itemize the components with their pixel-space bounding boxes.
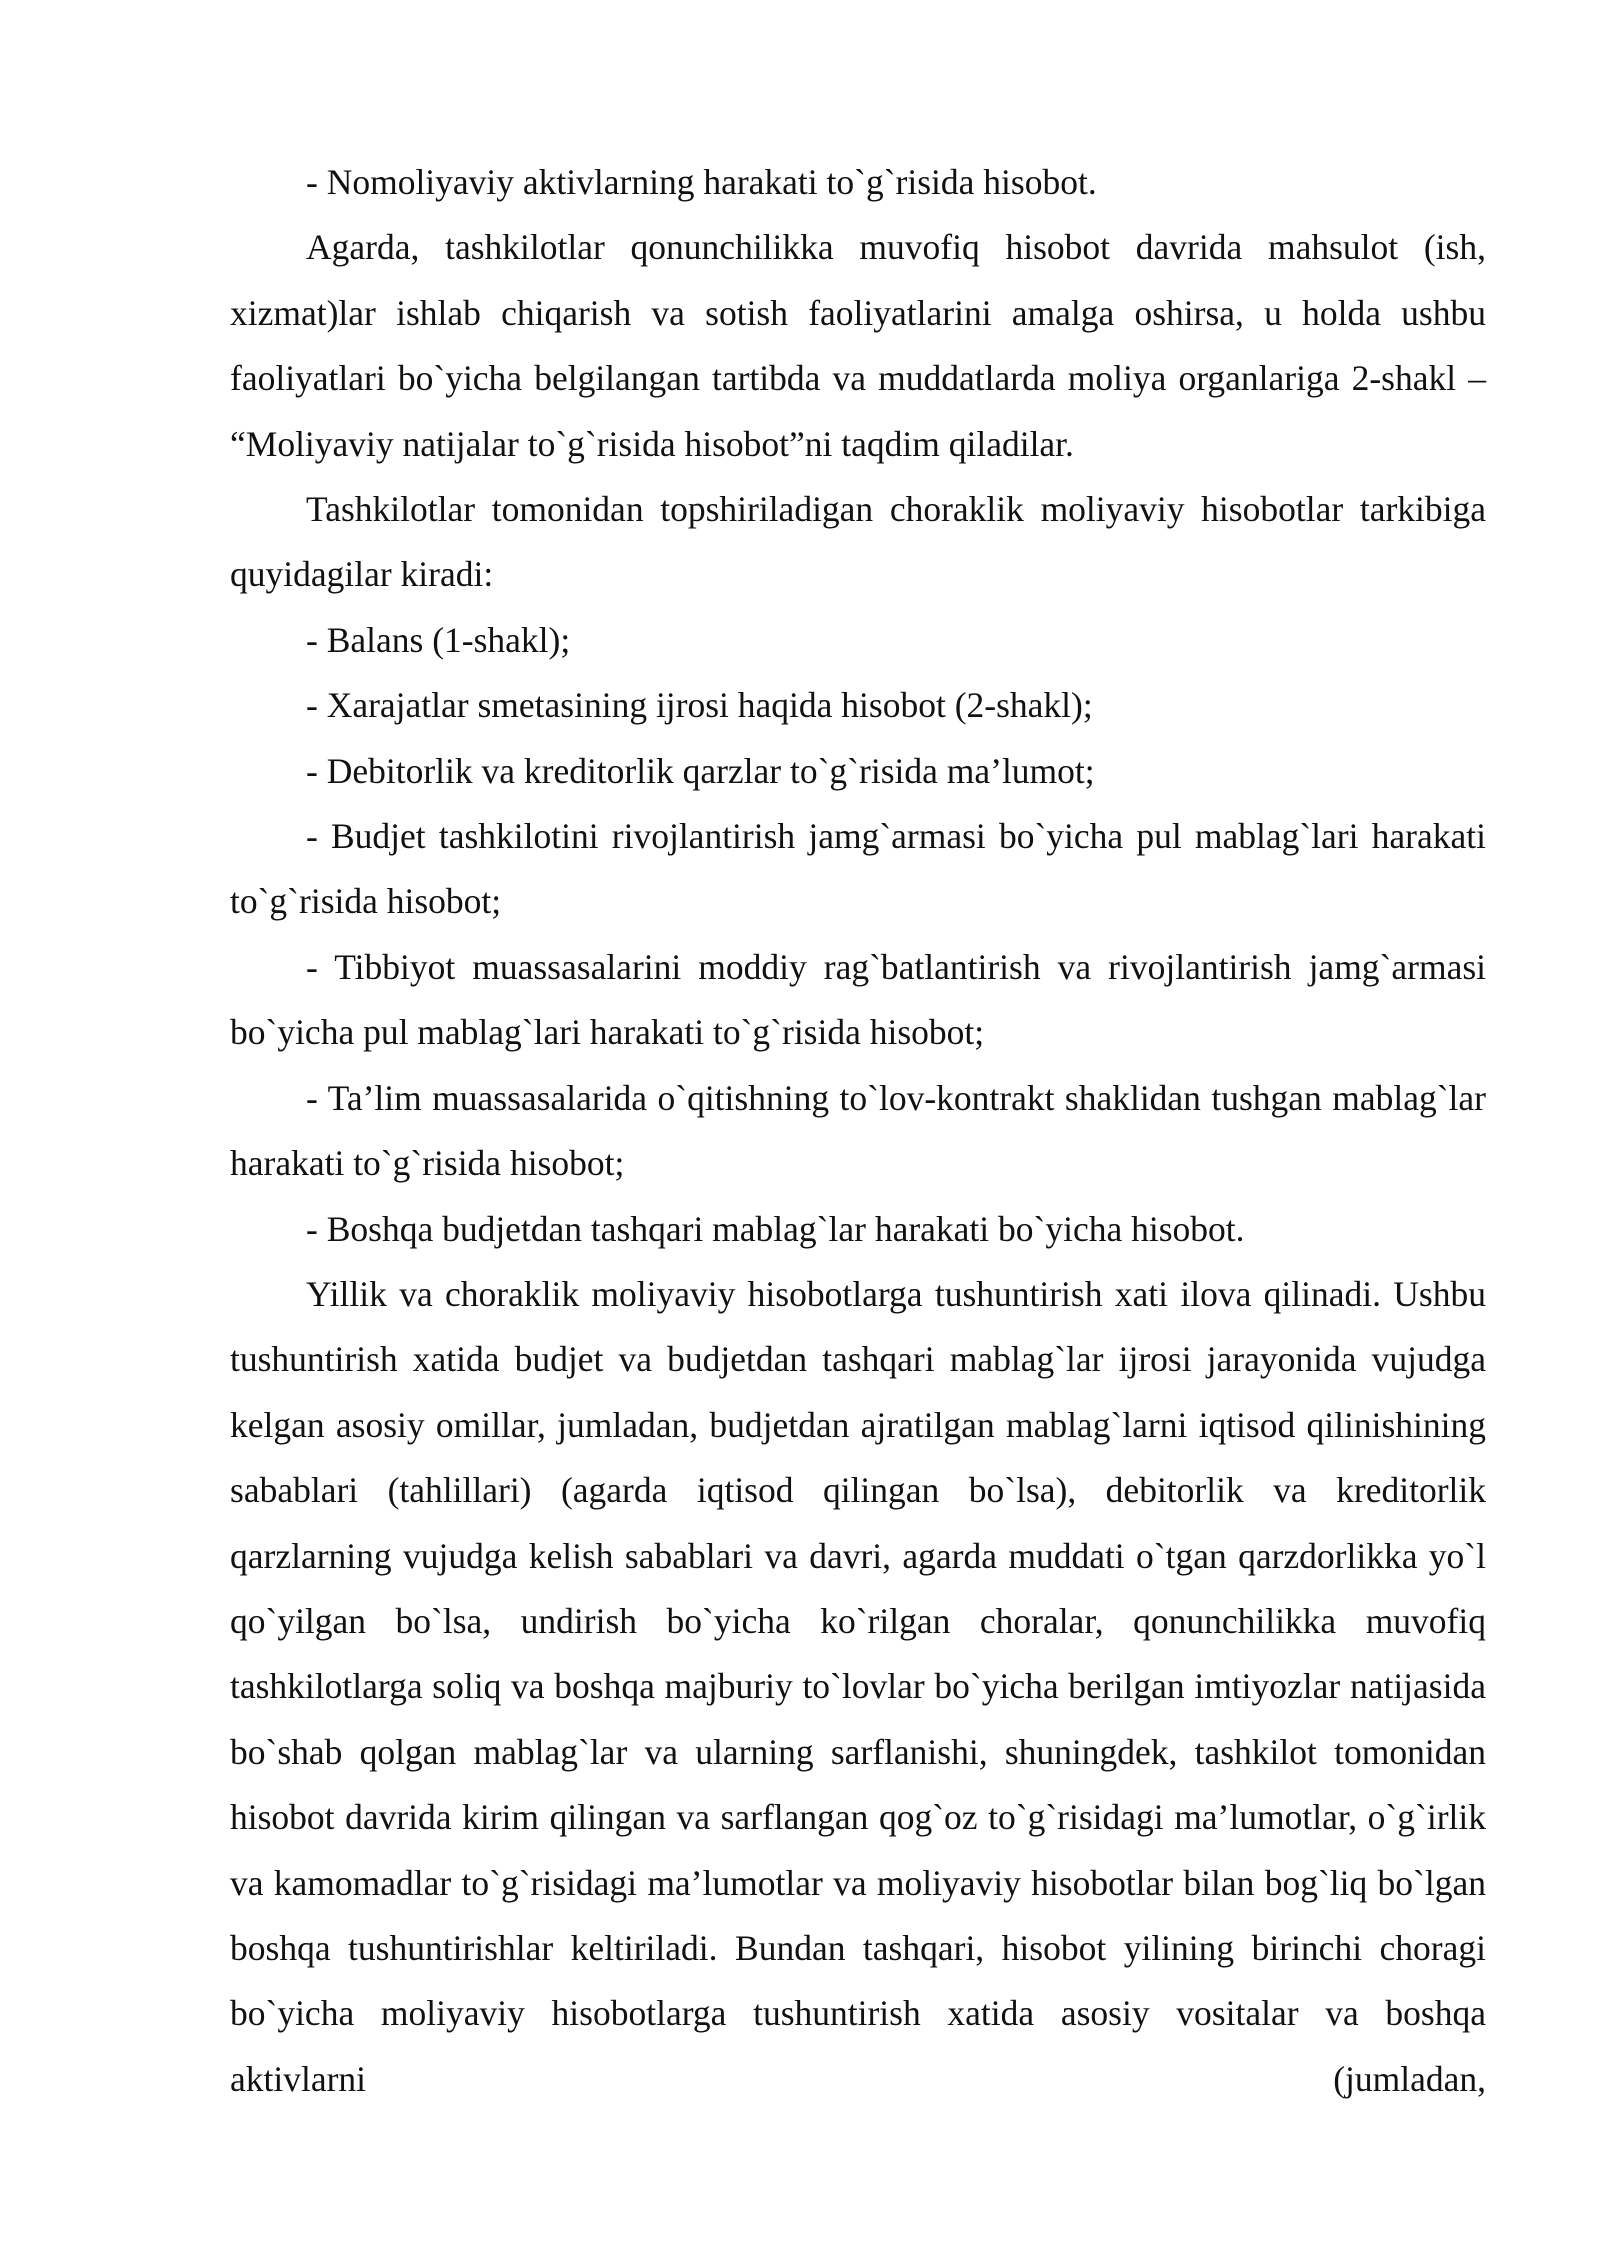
document-page: [230, 150, 1486, 2112]
paragraph-nonfinancial-assets-report: - Nomoliyaviy aktivlarning harakati to`g`risida hisobot.: [306, 162, 1097, 202]
list-item-education-contract-report: - Ta’lim muassasalarida o`qitishning to`lov-kontrakt shaklidan tushgan mablag`lar harakati to`g`risida hisobot;: [230, 1077, 1486, 1184]
paragraph-quarterly-reports-intro: Tashkilotlar tomonidan topshiriladigan choraklik moliyaviy hisobotlar tarkibiga quyidagilar kiradi:: [230, 489, 1486, 595]
list-item-development-fund-report: - Budjet tashkilotini rivojlantirish jamg`armasi bo`yicha pul mablag`lari harakati to`g`risida hisobot;: [230, 816, 1486, 922]
paragraph-form-2-submission: Agarda, tashkilotlar qonunchilikka muvofiq hisobot davrida mahsulot (ish, xizmat)lar ishlab chiqarish va sotish faoliyatlarini amalga oshirsa, u holda ushbu faoliyatlari bo`yicha belgilangan tartibda va muddatlarda moliya organlariga 2-shakl – “Moliyaviy natijalar to`g`risida hisobot”ni taqdim qiladilar.: [230, 227, 1486, 464]
list-item-other-extrabudgetary-report: - Boshqa budjetdan tashqari mablag`lar harakati bo`yicha hisobot.: [306, 1208, 1245, 1249]
list-item-balance: - Balans (1-shakl);: [306, 619, 571, 660]
list-item-receivables-payables: - Debitorlik va kreditorlik qarzlar to`g`risida ma’lumot;: [306, 750, 1095, 791]
paragraph-explanatory-note: Yillik va choraklik moliyaviy hisobotlarga tushuntirish xati ilova qilinadi. Ushbu tushuntirish xatida budjet va budjetdan tashqari mablag`lar ijrosi jarayonida vujudga kelgan asosiy omillar, jumladan, budjetdan ajratilgan mablag`larni iqtisod qilinishining sabablari (tahlillari) (agarda iqtisod qilingan bo`lsa), debitorlik va kreditorlik qarzlarning vujudga kelish sabablari va davri, agarda muddati o`tgan qarzdorlikka yo`l qo`yilgan bo`lsa, undirish bo`yicha ko`rilgan choralar, qonunchilikka muvofiq tashkilotlarga soliq va boshqa majburiy to`lovlar bo`yicha berilgan imtiyozlar natijasida bo`shab qolgan mablag`lar va ularning sarflanishi, shuningdek, tashkilot tomonidan hisobot davrida kirim qilingan va sarflangan qog`oz to`g`risidagi ma’lumotlar, o`g`irlik va kamomadlar to`g`risidagi ma’lumotlar va moliyaviy hisobotlar bilan bog`liq bo`lgan boshqa tushuntirishlar keltiriladi. Bundan tashqari, hisobot yilining birinchi choragi bo`yicha moliyaviy hisobotlarga tushuntirish xatida asosiy vositalar va boshqa aktivlarni (jumladan,: [230, 1273, 1486, 2099]
list-item-expense-estimate-report: - Xarajatlar smetasining ijrosi haqida hisobot (2-shakl);: [306, 685, 1093, 726]
list-item-medical-fund-report: - Tibbiyot muassasalarini moddiy rag`batlantirish va rivojlantirish jamg`armasi bo`yicha pul mablag`lari harakati to`g`risida hisobot;: [230, 946, 1486, 1053]
